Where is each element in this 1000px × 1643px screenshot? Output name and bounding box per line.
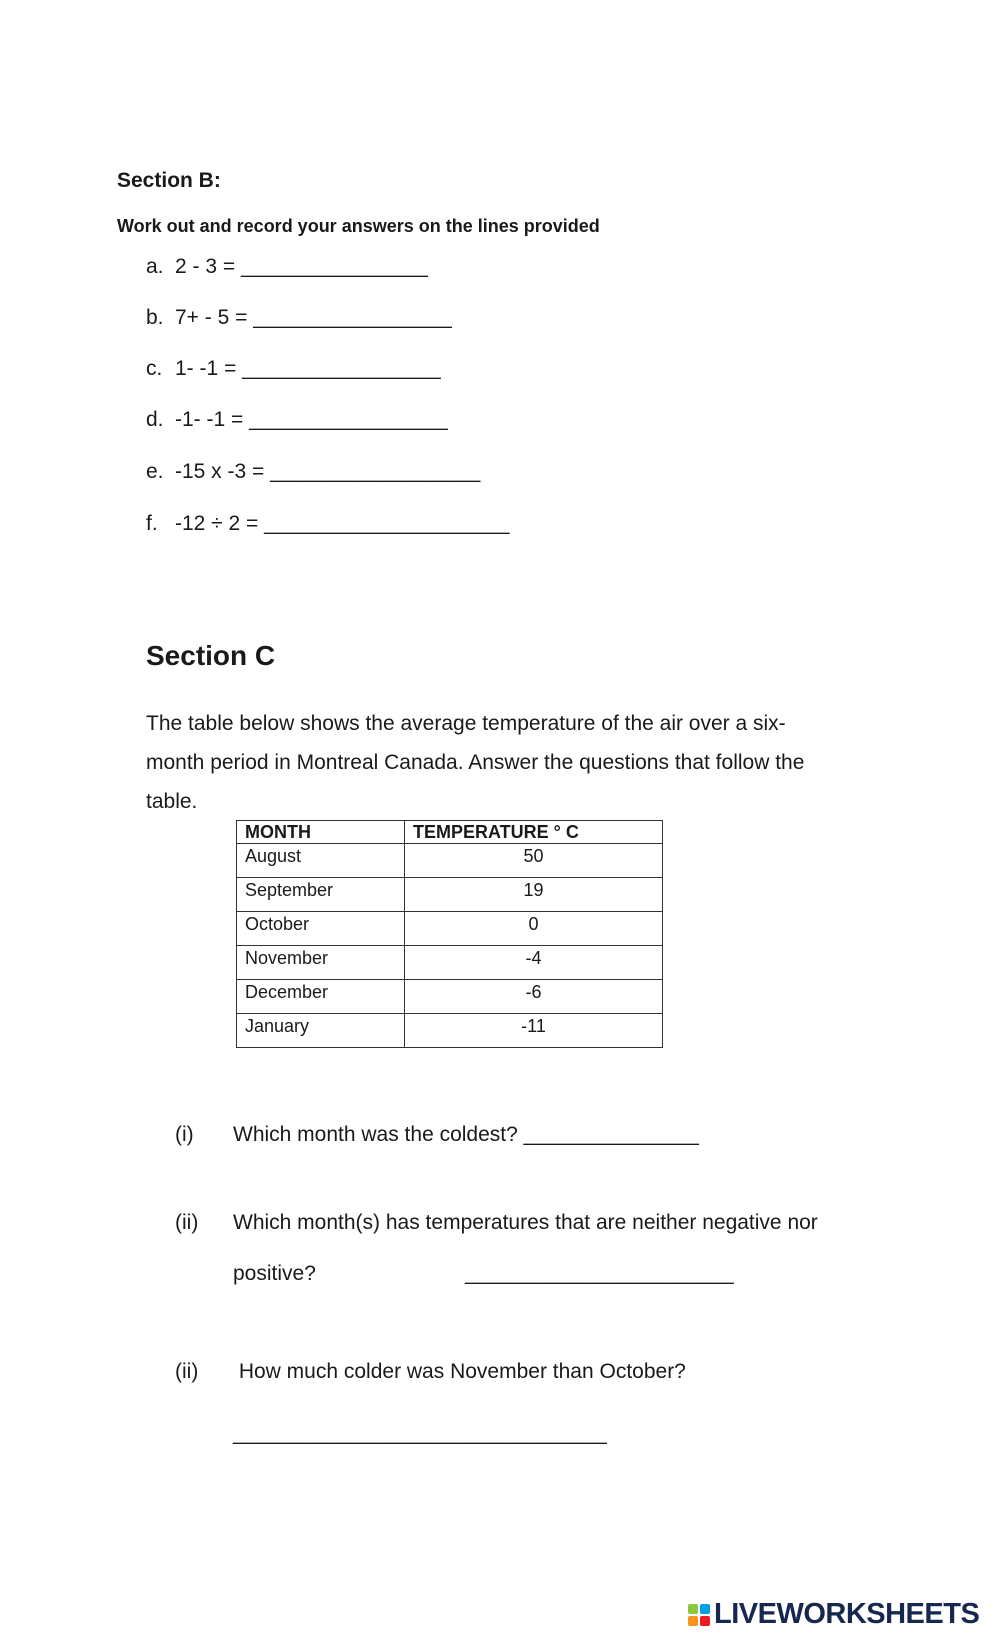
question-f (146, 512, 509, 536)
temperature-cell: -4 (405, 946, 663, 980)
sub-question-text-continued: positive? (233, 1262, 316, 1285)
question-label: d. (146, 408, 164, 431)
month-cell: January (237, 1014, 405, 1048)
table-row (237, 1014, 663, 1048)
sub-question-text: Which month was the coldest? _______________ (233, 1123, 699, 1146)
temperature-cell: -6 (405, 980, 663, 1014)
table-row (237, 912, 663, 946)
question-b (146, 306, 452, 330)
logo-square (688, 1604, 698, 1614)
temperature-table (236, 820, 663, 1048)
question-a (146, 255, 428, 279)
sub-question-number: (ii) (175, 1211, 199, 1234)
intro-line: month period in Montreal Canada. Answer the questions that follow the (146, 751, 805, 774)
month-cell: November (237, 946, 405, 980)
month-cell: December (237, 980, 405, 1014)
table-header-row (237, 821, 663, 844)
question-text: 1- -1 = _________________ (175, 357, 441, 380)
question-label: c. (146, 357, 163, 380)
question-text: 2 - 3 = ________________ (175, 255, 428, 278)
question-c (146, 357, 441, 381)
question-label: f. (146, 512, 158, 535)
question-label: a. (146, 255, 164, 278)
answer-line: _______________________ (465, 1262, 734, 1285)
month-cell: October (237, 912, 405, 946)
intro-line: table. (146, 790, 198, 813)
question-text: -1- -1 = _________________ (175, 408, 448, 431)
logo-text: LIVEWORKSHEETS (714, 1598, 980, 1630)
question-text: -15 x -3 = __________________ (175, 460, 481, 483)
sub-question-text: Which month(s) has temperatures that are neither negative nor (233, 1211, 818, 1234)
section-c-intro (146, 704, 804, 821)
liveworksheets-logo (688, 1598, 979, 1631)
section-b-instruction: Work out and record your answers on the lines provided (117, 216, 600, 236)
question-e (146, 460, 480, 484)
month-header: MONTH (237, 821, 405, 844)
sub-question-text: How much colder was November than October? (233, 1360, 686, 1383)
question-label: e. (146, 460, 164, 483)
logo-square (688, 1616, 698, 1626)
section-b-title: Section B: (117, 169, 221, 192)
question-label: b. (146, 306, 164, 329)
table-row (237, 844, 663, 878)
temperature-header: TEMPERATURE ° C (405, 821, 663, 844)
table-row (237, 878, 663, 912)
logo-square (700, 1616, 710, 1626)
temperature-cell: 0 (405, 912, 663, 946)
question-text: 7+ - 5 = _________________ (175, 306, 452, 329)
section-c-title: Section C (146, 640, 276, 671)
table-row (237, 946, 663, 980)
answer-line: ________________________________ (233, 1422, 607, 1445)
month-cell: August (237, 844, 405, 878)
logo-mark-icon (688, 1604, 710, 1626)
logo-square (700, 1604, 710, 1614)
temperature-cell: 19 (405, 878, 663, 912)
question-text: -12 ÷ 2 = _____________________ (175, 512, 510, 535)
sub-question-number: (i) (175, 1123, 194, 1146)
temperature-cell: 50 (405, 844, 663, 878)
question-d (146, 408, 448, 432)
temperature-cell: -11 (405, 1014, 663, 1048)
sub-question-number: (ii) (175, 1360, 199, 1383)
table-row (237, 980, 663, 1014)
intro-line: The table below shows the average temperature of the air over a six- (146, 712, 786, 735)
month-cell: September (237, 878, 405, 912)
